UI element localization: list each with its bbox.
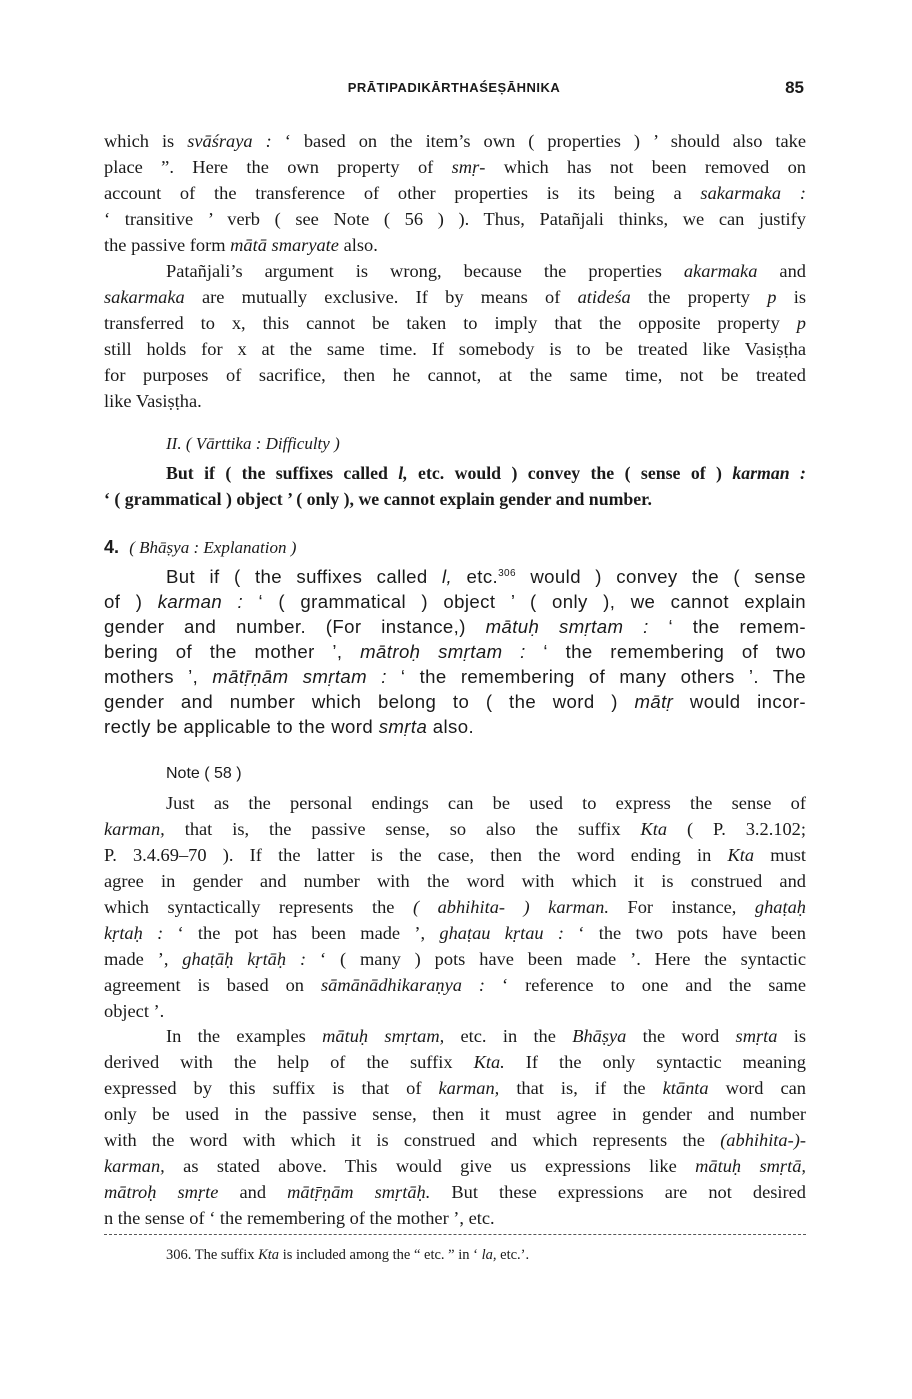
note-58-title: Note ( 58 ): [166, 765, 242, 782]
note-58-paragraph-1: [104, 790, 806, 1024]
section4-line-5: mothers ’, mātṝṇām smṛtam : ‘ the remembering of many others ’. The: [104, 666, 806, 687]
para2-line-6: like Vasiṣṭha.: [104, 391, 202, 411]
para2-line-4: still holds for x at the same time. If somebody is to be treated like Vasiṣṭha: [104, 339, 806, 359]
note58-p2-line-6: karman, as stated above. This would give us expressions like mātuḥ smṛtā,: [104, 1156, 806, 1176]
note58-p1-line-4: agree in gender and number with the word with which it is construed and: [104, 871, 806, 891]
para1-line-5: the passive form mātā smaryate also.: [104, 235, 378, 255]
note58-p2-line-8: n the sense of ‘ the remembering of the mother ’, etc.: [104, 1208, 495, 1228]
running-header: [104, 80, 804, 104]
section-4-heading: [104, 537, 296, 558]
footnote-divider: [104, 1234, 806, 1235]
footnote-306: 306. The suffix Kta is included among the “ etc. ” in ‘ la, etc.’.: [166, 1247, 530, 1263]
para2-line-3: transferred to x, this cannot be taken to imply that the opposite property p: [104, 313, 806, 333]
note58-p1-line-8: agreement is based on sāmānādhikaraṇya : ‘ reference to one and the same: [104, 975, 806, 995]
note58-p2-line-7: mātroḥ smṛte and mātṝṇām smṛtāḥ. But these expressions are not desired: [104, 1182, 807, 1202]
section-4-number: 4.: [104, 537, 120, 557]
section4-line-3: gender and number. (For instance,) mātuḥ smṛtam : ‘ the remem-: [104, 616, 806, 637]
para2-line-2: sakarmaka are mutually exclusive. If by means of atideśa the property p is: [104, 287, 806, 307]
note58-p2-line-1: In the examples mātuḥ smṛtam, etc. in the Bhāṣya the word smṛta is: [166, 1026, 807, 1046]
note-58-paragraph-2: [104, 1023, 806, 1231]
para1-line-4: ‘ transitive ’ verb ( see Note ( 56 ) ). Thus, Patañjali thinks, we can justify: [104, 209, 806, 229]
section4-line-7: rectly be applicable to the word smṛta also.: [104, 716, 475, 737]
note58-p1-line-3: P. 3.4.69–70 ). If the latter is the case, then the word ending in Kta must: [104, 845, 806, 865]
para1-line-2: place ”. Here the own property of smṛ- which has not been removed on: [104, 157, 806, 177]
section2-line-1: But if ( the suffixes called l, etc. would ) convey the ( sense of ) karman :: [166, 463, 806, 483]
section2-line-2: ‘ ( grammatical ) object ’ ( only ), we cannot explain gender and number.: [104, 489, 652, 509]
paragraph-2: [104, 258, 806, 414]
section4-line-6: gender and number which belong to ( the word ) mātṛ would incor-: [104, 691, 806, 712]
note58-p2-line-5: with the word with which it is construed and which represents the (abhihita-)-: [104, 1130, 806, 1150]
note58-p1-line-9: object ’.: [104, 1001, 165, 1021]
section-4-text: [104, 564, 806, 739]
section-2-bold-text: [104, 460, 806, 512]
page-number: 85: [785, 78, 804, 97]
para2-line-5: for purposes of sacrifice, then he cannot, at the same time, not be treated: [104, 365, 806, 385]
section-2-heading: II. ( Vārttika : Difficulty ): [166, 434, 340, 453]
paragraph-1: [104, 128, 806, 258]
note58-p1-line-5: which syntactically represents the ( abhihita- ) karman. For instance, ghaṭaḥ: [104, 897, 806, 917]
section4-line-4: bering of the mother ’, mātroḥ smṛtam : ‘ the remembering of two: [104, 641, 806, 662]
header-title: PRĀTIPADIKĀRTHAŚEṢĀHNIKA: [347, 80, 561, 95]
para2-line-1: Patañjali’s argument is wrong, because the properties akarmaka and: [166, 261, 806, 281]
note58-p2-line-3: expressed by this suffix is that of karman, that is, if the ktānta word can: [104, 1078, 806, 1098]
note58-p2-line-4: only be used in the passive sense, then it must agree in gender and number: [104, 1104, 806, 1124]
section4-line-1: But if ( the suffixes called l, etc.$^{306}$ would ) convey the ( sense: [166, 566, 806, 587]
note58-p1-line-6: kṛtaḥ : ‘ the pot has been made ’, ghaṭau kṛtau : ‘ the two pots have been: [104, 923, 806, 943]
note58-p1-line-2: karman, that is, the passive sense, so also the suffix Kta ( P. 3.2.102;: [104, 819, 806, 839]
para1-line-1: which is svāśraya : ‘ based on the item’s own ( properties ) ’ should also take: [104, 131, 807, 151]
para1-line-3: account of the transference of other properties is its being a sakarmaka :: [104, 183, 806, 203]
note58-p1-line-7: made ’, ghaṭāḥ kṛtāḥ : ‘ ( many ) pots have been made ’. Here the syntactic: [104, 949, 806, 969]
section-4-title: ( Bhāṣya : Explanation ): [129, 538, 297, 557]
note58-p1-line-1: Just as the personal endings can be used to express the sense of: [166, 793, 806, 813]
section4-line-2: of ) karman : ‘ ( grammatical ) object ’ ( only ), we cannot explain: [104, 591, 806, 612]
note58-p2-line-2: derived with the help of the suffix Kta. If the only syntactic meaning: [104, 1052, 806, 1072]
